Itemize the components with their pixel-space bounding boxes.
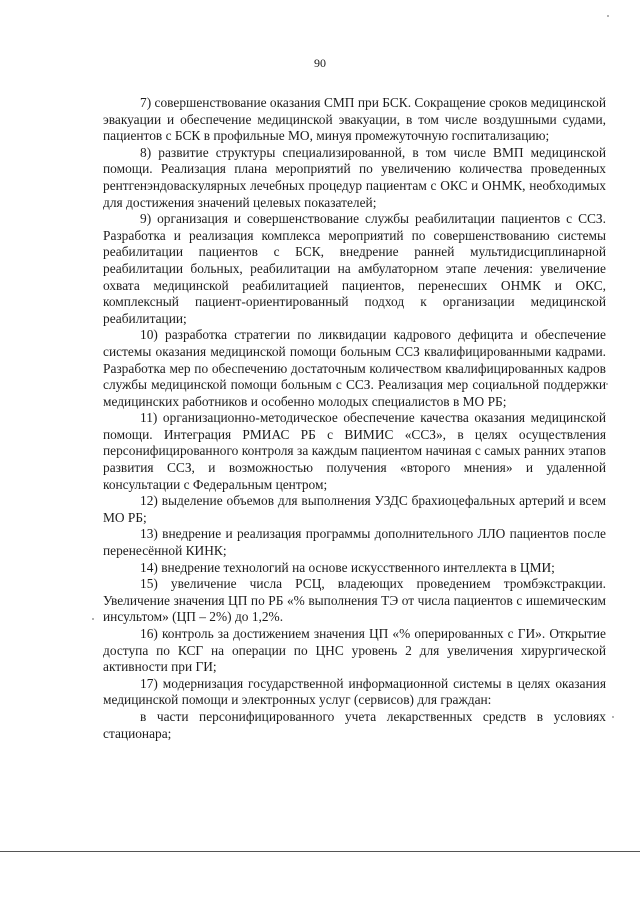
page-bottom-rule <box>0 851 640 852</box>
paragraph-item-14: 14) внедрение технологий на основе искусственного интеллекта в ЦМИ; <box>140 559 555 575</box>
paragraph-item-15: 15) увеличение числа РСЦ, владеющих проведением тромбэкстракции. Увеличение значения ЦП по РБ «% выполнения ТЭ от числа пациентов с ишемическим инсультом» (ЦП – 2%) до 1,2%. <box>103 576 606 625</box>
paragraph-item-12: 12) выделение объемов для выполнения УЗДС брахиоцефальных артерий и всем МО РБ; <box>103 493 606 525</box>
paragraph-item-13: 13) внедрение и реализация программы дополнительного ЛЛО пациентов после перенесённой КИНК; <box>103 526 606 559</box>
paragraph-item-16: 16) контроль за достижением значения ЦП «% оперированных с ГИ». Открытие доступа по КСГ на операции по ЦНС уровень 2 для увеличения хирургической активности при ГИ; <box>103 626 606 675</box>
paragraph-item-10: 10) разработка стратегии по ликвидации кадрового дефицита и обеспечение системы оказания медицинской помощи больным ССЗ квалифицированными кадрами. Разработка мер по обеспечению достаточным количеством квалифицированных кадров службы медицинской помощи больным с ССЗ. Реализация мер социальной поддержки медицинских работников и особенно молодых специалистов в МО РБ; <box>103 327 606 409</box>
page-number: 90 <box>314 56 326 70</box>
paragraph-item-11: 11) организационно-методическое обеспечение качества оказания медицинской помощи. Интеграция РМИАС РБ с ВИМИС «ССЗ», в целях осуществления персонифицированного контроля за каждым пациентом начиная с самых ранних этапов развития ССЗ, и возможностью получения «второго мнения» и удаленной консультации с Федеральным центром; <box>103 410 606 492</box>
paragraph-item-17-sub: в части персонифицированного учета лекарственных средств в условиях стационара; <box>103 708 606 741</box>
paragraph-item-17: 17) модернизация государственной информационной системы в целях оказания медицинской помощи и электронных услуг (сервисов) для граждан: <box>103 675 606 708</box>
scan-speck <box>607 15 609 17</box>
document-body <box>103 95 606 742</box>
paragraph-item-9: 9) организация и совершенствование службы реабилитации пациентов с ССЗ. Разработка и реализация комплекса мероприятий по совершенствованию системы реабилитации пациентов с БСК, внедрение ранней мультидисциплинарной реабилитации больных, реабилитации на амбулаторном этапе лечения: увеличение охвата медицинской реабилитацией пациентов, перенесших ОНМК и ОКС, комплексный пациент-ориентированный подход к организации медицинской реабилитации; <box>103 211 606 326</box>
scan-speck <box>606 383 608 385</box>
paragraph-item-8: 8) развитие структуры специализированной, в том числе ВМП медицинской помощи. Реализация плана мероприятий по увеличению количества проведенных рентгенэндоваскулярных лечебных процедур пациентам с ОКС и ОНМК, необходимых для достижения значений целевых показателей; <box>103 144 606 210</box>
scan-speck <box>612 716 614 718</box>
paragraph-item-7: 7) совершенствование оказания СМП при БСК. Сокращение сроков медицинской эвакуации и обеспечение медицинской эвакуации, в том числе воздушными судами, пациентов с БСК в профильные МО, минуя промежуточную госпитализацию; <box>103 95 606 144</box>
scan-speck <box>92 618 94 620</box>
